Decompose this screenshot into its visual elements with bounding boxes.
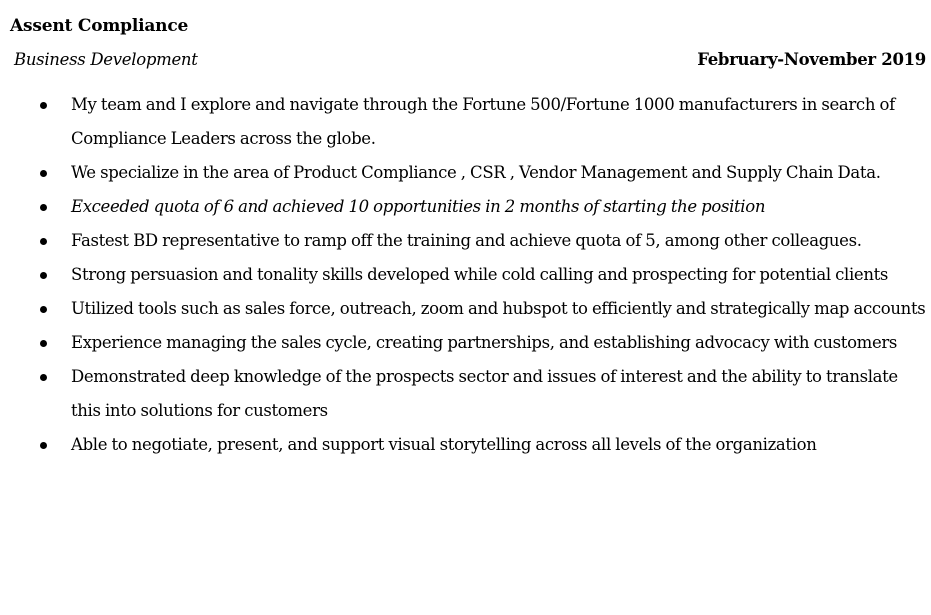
- bullet-icon: [40, 442, 47, 449]
- list-item-text: Fastest BD representative to ramp off the training and achieve quota of 5, among other colleagues.: [71, 231, 862, 250]
- bullet-icon: [40, 238, 47, 245]
- bullet-icon: [40, 170, 47, 177]
- list-item-text: Strong persuasion and tonality skills developed while cold calling and prospecting for potential clients: [71, 265, 888, 284]
- list-item-text: Able to negotiate, present, and support visual storytelling across all levels of the organization: [71, 435, 817, 454]
- bullet-icon: [40, 204, 47, 211]
- responsibilities-list: [0, 88, 931, 462]
- job-role: Business Development: [14, 50, 198, 69]
- bullet-icon: [40, 272, 47, 279]
- list-item-text: Demonstrated deep knowledge of the prospects sector and issues of interest and the ability to translate this into solutions for customers: [71, 367, 898, 420]
- list-item: [0, 326, 931, 360]
- employment-dates: February-November 2019: [697, 50, 926, 69]
- list-item-text: Utilized tools such as sales force, outreach, zoom and hubspot to efficiently and strategically map accounts: [71, 299, 926, 318]
- list-item: [0, 258, 931, 292]
- list-item-text: My team and I explore and navigate through the Fortune 500/Fortune 1000 manufacturers in search of Compliance Leaders across the globe.: [71, 95, 895, 148]
- list-item-text: Exceeded quota of 6 and achieved 10 opportunities in 2 months of starting the position: [71, 197, 766, 216]
- list-item-text: Experience managing the sales cycle, creating partnerships, and establishing advocacy with customers: [71, 333, 898, 352]
- list-item: [0, 360, 931, 428]
- list-item: [0, 428, 931, 462]
- list-item-text: We specialize in the area of Product Compliance , CSR , Vendor Management and Supply Chain Data.: [71, 163, 881, 182]
- list-item: [0, 190, 931, 224]
- bullet-icon: [40, 374, 47, 381]
- list-item: [0, 88, 931, 156]
- bullet-icon: [40, 102, 47, 109]
- bullet-icon: [40, 340, 47, 347]
- list-item: [0, 292, 931, 326]
- bullet-icon: [40, 306, 47, 313]
- list-item: [0, 156, 931, 190]
- company-name: Assent Compliance: [10, 16, 189, 36]
- list-item: [0, 224, 931, 258]
